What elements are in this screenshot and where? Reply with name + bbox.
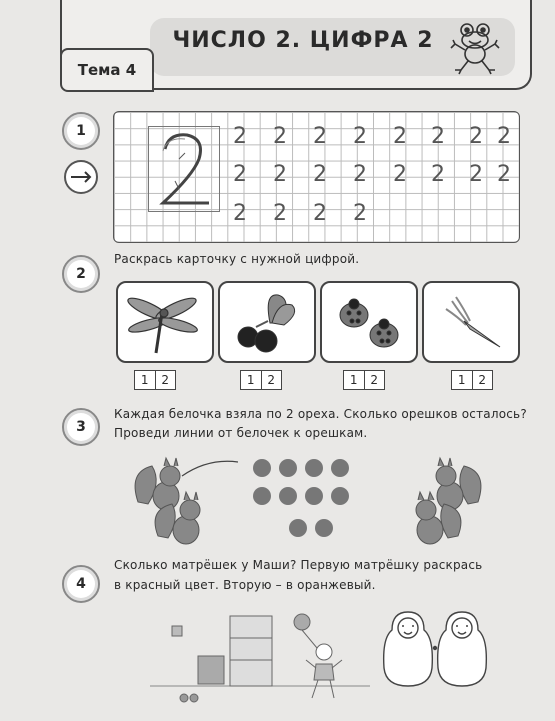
task-number-1: 1 bbox=[62, 112, 100, 150]
dragonfly-icon bbox=[118, 283, 212, 361]
trace-digit: 2 bbox=[393, 124, 407, 149]
task-number-3: 3 bbox=[62, 408, 100, 446]
number-choice-card-3 bbox=[343, 370, 385, 390]
trace-digit: 2 bbox=[431, 124, 445, 149]
choice-2[interactable]: 2 bbox=[370, 373, 379, 387]
task-4-line-2: в красный цвет. Вторую – в оранжевый. bbox=[114, 578, 376, 592]
choice-1[interactable]: 1 bbox=[452, 371, 473, 389]
model-digit-frame bbox=[148, 126, 220, 212]
page-title: ЧИСЛО 2. ЦИФРА 2 bbox=[172, 28, 434, 53]
trace-digit: 2 bbox=[393, 162, 407, 187]
frog-icon bbox=[445, 16, 507, 78]
trace-digit: 2 bbox=[233, 124, 247, 149]
number-choice-card-1 bbox=[134, 370, 176, 390]
task-number-4: 4 bbox=[62, 565, 100, 603]
model-digit-2 bbox=[149, 127, 219, 211]
choice-2[interactable]: 2 bbox=[478, 373, 487, 387]
trace-digit: 2 bbox=[233, 162, 247, 187]
squirrels-left-icon bbox=[128, 452, 238, 552]
matryoshka-dolls-icon bbox=[380, 608, 490, 688]
trace-digit: 2 bbox=[273, 201, 287, 226]
task-number-2: 2 bbox=[62, 255, 100, 293]
trace-digit: 2 bbox=[353, 124, 367, 149]
trace-digit: 2 bbox=[233, 201, 247, 226]
choice-2[interactable]: 2 bbox=[161, 373, 170, 387]
picture-card-ladybugs[interactable] bbox=[320, 281, 418, 363]
carrot-icon bbox=[424, 283, 518, 361]
direction-arrow-icon bbox=[64, 160, 98, 194]
trace-digit: 2 bbox=[431, 162, 445, 187]
trace-digit: 2 bbox=[469, 162, 483, 187]
ladybugs-icon bbox=[322, 283, 416, 361]
number-choice-card-4 bbox=[451, 370, 493, 390]
trace-digit: 2 bbox=[313, 201, 327, 226]
choice-1[interactable]: 1 bbox=[241, 371, 262, 389]
task-2-instruction: Раскрась карточку с нужной цифрой. bbox=[114, 252, 360, 266]
task-3-line-1: Каждая белочка взяла по 2 ореха. Сколько орешков осталось? bbox=[114, 407, 527, 421]
picture-card-carrot[interactable] bbox=[422, 281, 520, 363]
trace-digit: 2 bbox=[313, 124, 327, 149]
trace-digit: 2 bbox=[353, 201, 367, 226]
squirrels-right-icon bbox=[378, 452, 488, 552]
trace-digit: 2 bbox=[497, 124, 511, 149]
topic-tab: Тема 4 bbox=[60, 48, 154, 92]
room-scene-illustration bbox=[150, 608, 370, 708]
trace-digit: 2 bbox=[313, 162, 327, 187]
trace-digit: 2 bbox=[469, 124, 483, 149]
number-choice-card-2 bbox=[240, 370, 282, 390]
trace-digit: 2 bbox=[497, 162, 511, 187]
task-3-line-2: Проведи линии от белочек к орешкам. bbox=[114, 426, 368, 440]
choice-2[interactable]: 2 bbox=[267, 373, 276, 387]
nuts-group-icon bbox=[244, 458, 364, 548]
choice-1[interactable]: 1 bbox=[344, 371, 365, 389]
picture-card-dragonfly[interactable] bbox=[116, 281, 214, 363]
trace-digit: 2 bbox=[273, 162, 287, 187]
task-4-line-1: Сколько матрёшек у Маши? Первую матрёшку раскрась bbox=[114, 558, 483, 572]
trace-digit: 2 bbox=[353, 162, 367, 187]
beets-icon bbox=[220, 283, 314, 361]
choice-1[interactable]: 1 bbox=[135, 371, 156, 389]
picture-card-beets[interactable] bbox=[218, 281, 316, 363]
trace-digit: 2 bbox=[273, 124, 287, 149]
